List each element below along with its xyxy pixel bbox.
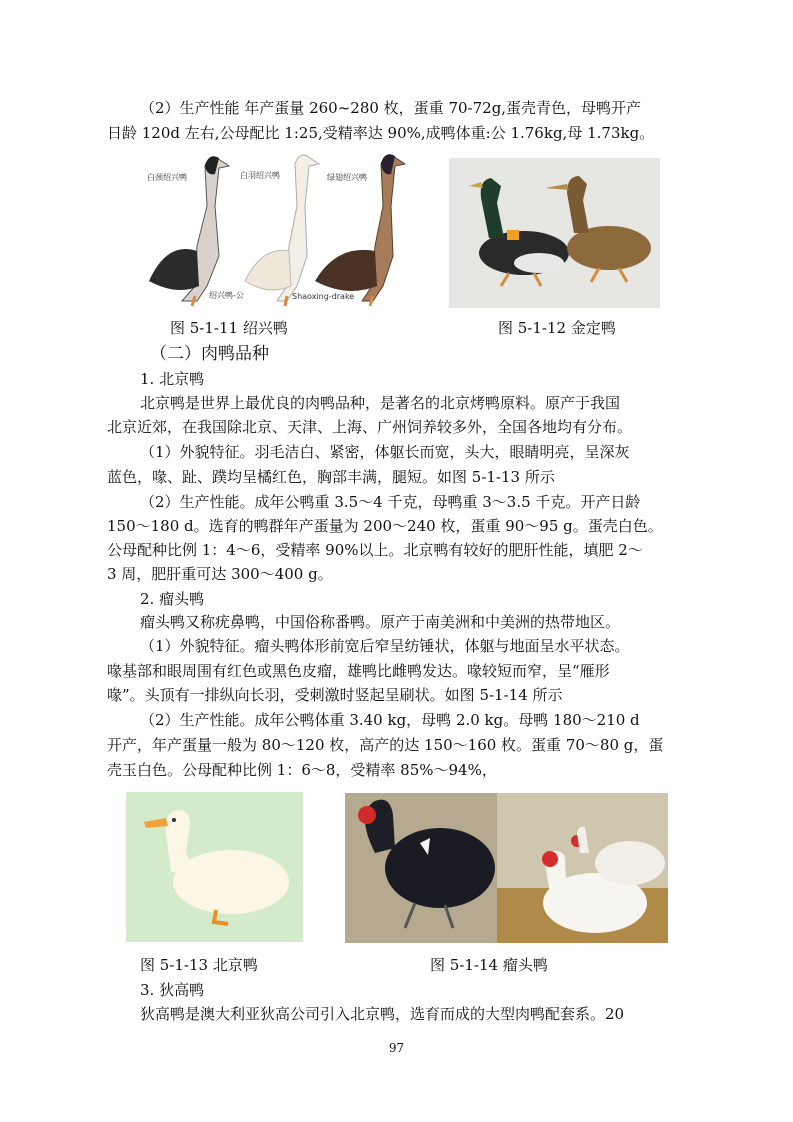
duck-label: 绍兴鸭-公: [209, 291, 244, 300]
figure-jinding-duck: [449, 158, 660, 308]
section-heading: （二）肉鸭品种: [150, 344, 269, 364]
text-line: （1）外貌特征。瘤头鸭体形前宽后窄呈纺锤状，体躯与地面呈水平状态。: [140, 637, 630, 655]
text-line: 公母配种比例 1：4～6，受精率 90%以上。北京鸭有较好的肥肝性能，填肥 2～: [107, 541, 643, 559]
figure-shaoxing-duck: [137, 146, 409, 311]
beijing-duck-illustration: [126, 792, 303, 942]
text-line: （1）外貌特征。羽毛洁白、紧密，体躯长而宽，头大，眼睛明亮，呈深灰: [140, 443, 630, 461]
text-line: （2）生产性能。成年公鸭重 3.5～4 千克，母鸭重 3～3.5 千克。开产日龄: [140, 493, 641, 511]
duck-label: 绿翅绍兴鸭: [327, 173, 367, 182]
text-line: 3 周，肥肝重可达 300～400 g。: [107, 565, 333, 583]
figure-beijing-duck: [126, 792, 303, 942]
duck-label: Shaoxing-drake: [292, 292, 355, 301]
figure-muscovy-duck: [345, 793, 668, 943]
subsection-heading: 3. 狄高鸭: [140, 981, 205, 999]
page-number: 97: [388, 1041, 405, 1055]
duck-label: 白羽绍兴鸭: [240, 171, 280, 180]
figure-caption: 图 5-1-11 绍兴鸭: [170, 319, 288, 337]
text-line: 开产，年产蛋量一般为 80～120 枚，高产的达 150～160 枚。蛋重 70～80 g，蛋: [107, 736, 664, 754]
text-line: 壳玉白色。公母配种比例 1：6～8，受精率 85%～94%，: [107, 761, 497, 779]
text-line: 蓝色，喙、趾、蹼均呈橘红色，胸部丰满，腿短。如图 5-1-13 所示: [107, 468, 555, 486]
text-line: （2）生产性能 年产蛋量 260~280 枚，蛋重 70-72g,蛋壳青色，母鸭开产: [140, 99, 642, 117]
figure-caption: 图 5-1-14 瘤头鸭: [430, 956, 548, 974]
text-line: 150～180 d。选育的鸭群年产蛋量为 200～240 枚，蛋重 90～95 g。蛋壳白色。: [107, 517, 663, 535]
text-line: （2）生产性能。成年公鸭体重 3.40 kg，母鸭 2.0 kg。母鸭 180～210 d: [140, 711, 640, 729]
text-line: 狄高鸭是澳大利亚狄高公司引入北京鸭，选育而成的大型肉鸭配套系。20: [140, 1005, 625, 1023]
text-line: 喙”。头顶有一排纵向长羽，受刺激时竖起呈刷状。如图 5-1-14 所示: [107, 686, 563, 704]
figure-caption: 图 5-1-12 金定鸭: [498, 319, 616, 337]
text-line: 日龄 120d 左右,公母配比 1:25,受精率达 90%,成鸭体重:公 1.76kg,母 1.73kg。: [107, 124, 655, 142]
text-line: 喙基部和眼周围有红色或黑色皮瘤，雄鸭比雌鸭发达。喙较短而窄，呈“雁形: [107, 662, 610, 680]
text-line: 北京近郊，在我国除北京、天津、上海、广州饲养较多外，全国各地均有分布。: [107, 418, 633, 436]
text-line: 北京鸭是世界上最优良的肉鸭品种，是著名的北京烤鸭原料。原产于我国: [140, 394, 621, 412]
subsection-heading: 1. 北京鸭: [140, 370, 205, 388]
text-line: 瘤头鸭又称疣鼻鸭，中国俗称番鸭。原产于南美洲和中美洲的热带地区。: [140, 613, 621, 631]
subsection-heading: 2. 瘤头鸭: [140, 590, 205, 608]
duck-label: 白颈绍兴鸭: [147, 173, 187, 182]
figure-caption: 图 5-1-13 北京鸭: [140, 956, 258, 974]
muscovy-duck-illustration: [345, 793, 668, 943]
jinding-duck-illustration: [449, 158, 660, 308]
